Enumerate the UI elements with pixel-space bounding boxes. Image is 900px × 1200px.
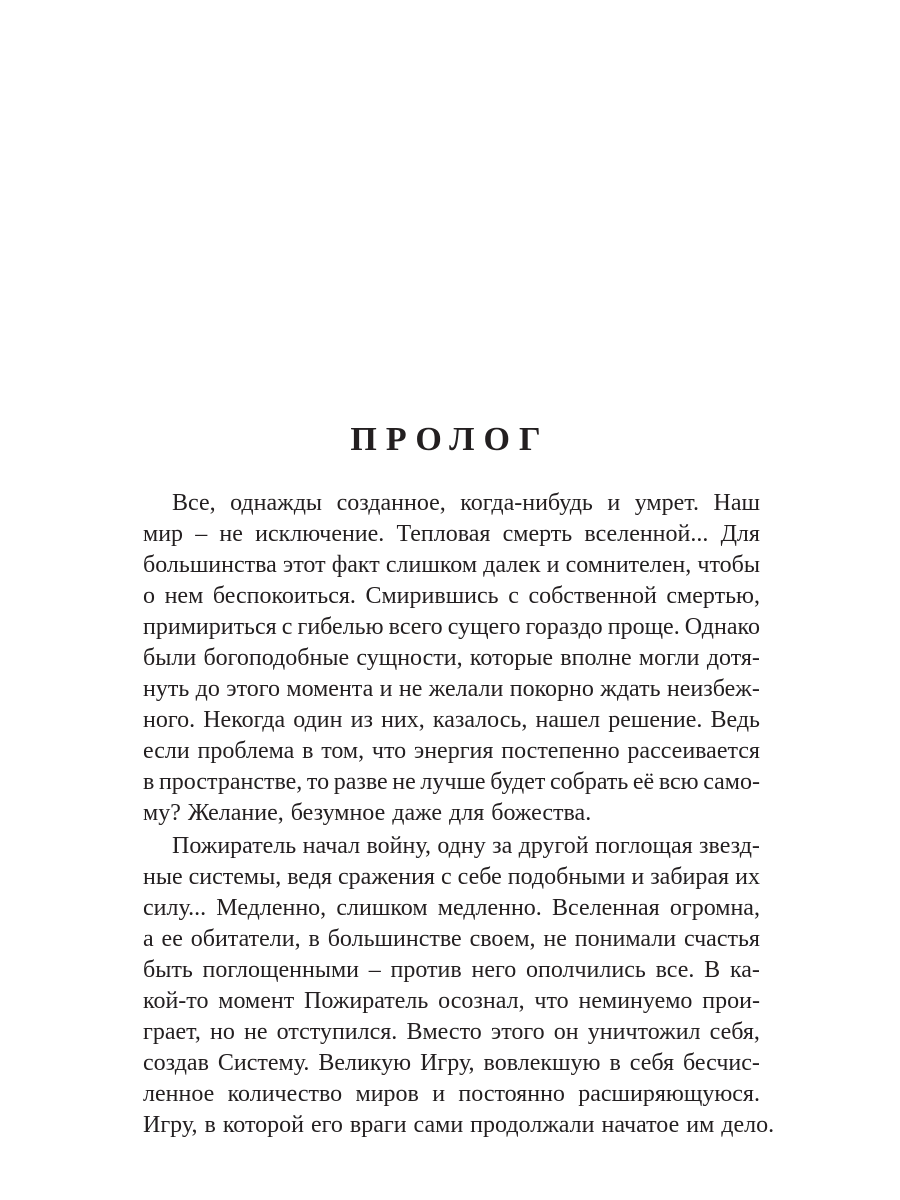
text-line: в пространстве, то разве не лучше будет собрать её всю само- <box>143 769 760 795</box>
text-line: мир – не исключение. Тепловая смерть вселенной... Для <box>143 521 760 547</box>
text-line: силу... Медленно, слишком медленно. Вселенная огромна, <box>143 895 760 921</box>
paragraph <box>143 831 775 1141</box>
text-line: примириться с гибелью всего сущего гораздо проще. Однако <box>143 614 760 640</box>
text-line: о нем беспокоиться. Смирившись с собственной смертью, <box>143 583 760 609</box>
text-line: если проблема в том, что энергия постепенно рассеивается <box>143 738 760 764</box>
text-line: му? Желание, безумное даже для божества. <box>143 800 592 826</box>
text-line: большинства этот факт слишком далек и сомнителен, чтобы <box>143 552 760 578</box>
text-line: Игру, в которой его враги сами продолжали начатое им дело. <box>143 1112 775 1138</box>
paragraph <box>143 488 760 829</box>
text-line: а ее обитатели, в большинстве своем, не понимали счастья <box>143 926 760 952</box>
chapter-title: ПРОЛОГ <box>350 421 550 458</box>
text-line: нуть до этого момента и не желали покорно ждать неизбеж- <box>143 676 760 702</box>
text-line: быть поглощенными – против него ополчились все. В ка- <box>143 957 760 983</box>
text-line: создав Систему. Великую Игру, вовлекшую в себя бесчис- <box>143 1050 760 1076</box>
text-line: ного. Некогда один из них, казалось, нашел решение. Ведь <box>143 707 760 733</box>
text-line: Пожиратель начал войну, одну за другой поглощая звезд- <box>172 833 760 859</box>
text-line: кой-то момент Пожиратель осознал, что неминуемо прои- <box>143 988 760 1014</box>
text-line: были богоподобные сущности, которые вполне могли дотя- <box>143 645 760 671</box>
text-line: ленное количество миров и постоянно расширяющуюся. <box>143 1081 760 1107</box>
prologue-text <box>143 488 775 1143</box>
text-line: грает, но не отступился. Вместо этого он уничтожил себя, <box>143 1019 760 1045</box>
text-line: Все, однажды созданное, когда-нибудь и умрет. Наш <box>172 490 760 516</box>
text-line: ные системы, ведя сражения с себе подобными и забирая их <box>143 864 760 890</box>
